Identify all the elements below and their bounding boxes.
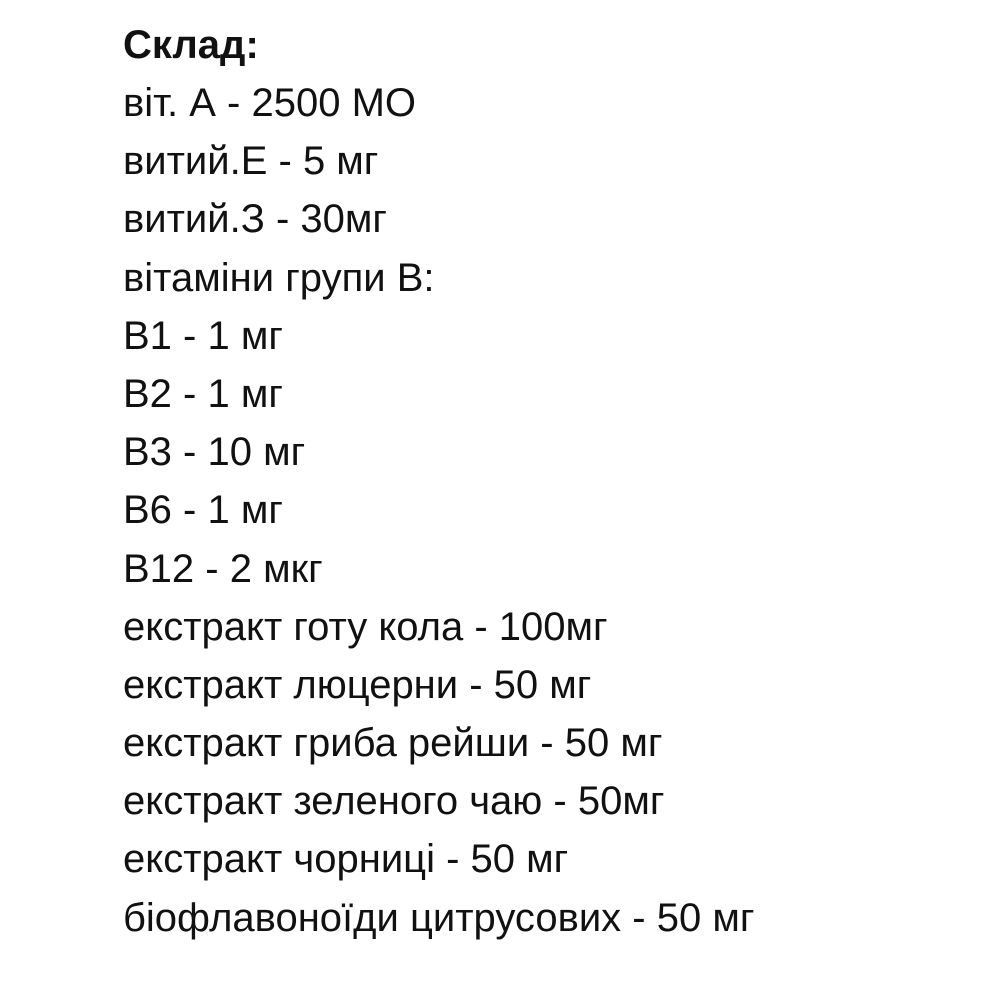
ingredient-line: біофлавоноїди цитрусових - 50 мг [123,895,755,940]
composition-title: Склад: [123,23,259,67]
ingredient-line: вітаміни групи В: [123,255,435,300]
ingredient-line: екстракт зеленого чаю - 50мг [123,779,665,824]
ingredient-line: В1 - 1 мг [123,313,283,358]
ingredient-line: В2 - 1 мг [123,371,283,416]
ingredient-line: екстракт гриба рейши - 50 мг [123,721,663,766]
ingredient-line: екстракт чорниці - 50 мг [123,837,569,882]
ingredient-line: екстракт готу кола - 100мг [123,604,608,649]
ingredient-line: віт. А - 2500 МО [123,81,417,125]
ingredient-line: В3 - 10 мг [123,430,306,475]
ingredient-line: витий.Е - 5 мг [123,139,379,184]
ingredient-line: екстракт люцерни - 50 мг [123,662,592,707]
ingredient-line: В12 - 2 мкг [123,546,323,591]
ingredient-line: В6 - 1 мг [123,488,283,533]
ingredient-line: витий.З - 30мг [123,197,388,242]
composition-list [123,16,983,947]
